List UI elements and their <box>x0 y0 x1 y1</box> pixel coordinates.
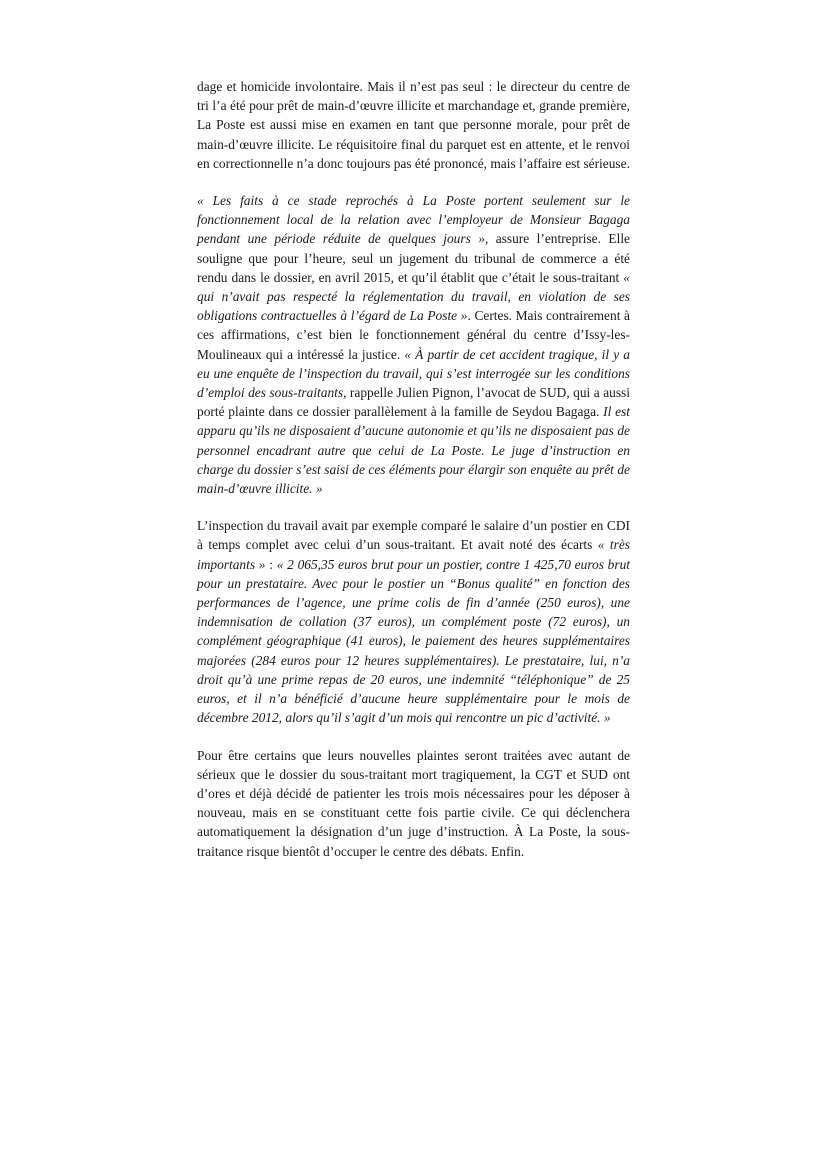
text-run: , assure l’entreprise. Elle souligne que pour l’heure, seul un jugement du tribunal de commerce a été rendu dans le dossier, en avril 2015, et qu’il établit que c’était le sous-traitant <box>197 231 630 285</box>
text-run: dage et homicide involontaire. Mais il n’est pas seul : le directeur du centre de tri l’a été pour prêt de main-d’œuvre illicite et marchandage et, grande première, La Poste est aussi mise en examen en tant que personne morale, pour prêt de main-d’œuvre illicite. Le réquisitoire final du parquet est en attente, et le renvoi en correctionnelle n’a donc toujours pas été prononcé, mais l’affaire est sérieuse. <box>197 79 630 171</box>
text-run: Pour être certains que leurs nouvelles plaintes seront traitées avec autant de sérieux que le dossier du sous-traitant mort tragiquement, la CGT et SUD ont d’ores et déjà décidé de patienter les trois mois nécessaires pour les déposer à nouveau, mais en se constituant cette fois partie civile. Ce qui déclenchera automatiquement la désignation d’un juge d’instruction. À La Poste, la sous-traitance risque bientôt d’occuper le centre des débats. Enfin. <box>197 747 630 859</box>
paragraph-4 <box>197 746 630 861</box>
quote-run: « 2 065,35 euros brut pour un postier, contre 1 425,70 euros brut pour un prestataire. Avec pour le postier un “Bonus qualité” en fonction des performances de l’agence, une prime colis de fin d’année (250 euros), une indemnisation de collation (37 euros), un complément poste (72 euros), un complément géographique (41 euros), le paiement des heures supplémentaires majorées (284 euros pour 12 heures supplémentaires). Le prestataire, lui, n’a droit qu’à une prime repas de 20 euros, une indemnité “téléphonique” de 25 euros, et il n’a bénéficié d’aucune heure supplémentaire pour le mois de décembre 2012, alors qu’il s’agit d’un mois qui rencontre un pic d’activité. » <box>197 556 631 726</box>
text-run: L’inspection du travail avait par exemple comparé le salaire d’un postier en CDI à temps complet avec celui d’un sous-traitant. Et avait noté des écarts <box>197 518 630 553</box>
paragraph-3 <box>197 516 630 727</box>
text-run: . Certes. Mais contrairement à ces affirmations, c’est bien le fonctionnement général du centre d’Issy-les-Moulineaux qui a intéressé la justice. <box>197 308 630 362</box>
quote-run: « Les faits à ce stade reprochés à La Poste portent seulement sur le fonctionnement local de la relation avec l’employeur de Monsieur Bagaga pendant une période réduite de quelques jours » <box>197 193 630 247</box>
quote-run: « À partir de cet accident tragique, il y a eu une enquête de l’inspection du travail, qui s’est interrogée sur les conditions d’emploi des sous-traitants <box>197 346 630 401</box>
text-run: : <box>265 556 277 572</box>
quote-run: « qui n’avait pas respecté la réglementation du travail, en violation de ses obligations contractuelles à l’égard de La Poste » <box>197 269 630 324</box>
article-body <box>197 77 630 879</box>
quote-run: Il est apparu qu’ils ne disposaient d’aucune autonomie et qu’ils ne disposaient pas de personnel encadrant autre que celui de La Poste. Le juge d’instruction en charge du dossier s’est saisi de ces éléments pour élargir son enquête au prêt de main-d’œuvre illicite. » <box>197 404 630 497</box>
paragraph-1 <box>197 77 630 173</box>
paragraph-2 <box>197 191 630 498</box>
text-run: , rappelle Julien Pignon, l’avocat de SUD, qui a aussi porté plainte dans ce dossier parallèlement à la famille de Seydou Bagaga. <box>197 385 630 420</box>
quote-run: « très importants » <box>197 537 630 572</box>
